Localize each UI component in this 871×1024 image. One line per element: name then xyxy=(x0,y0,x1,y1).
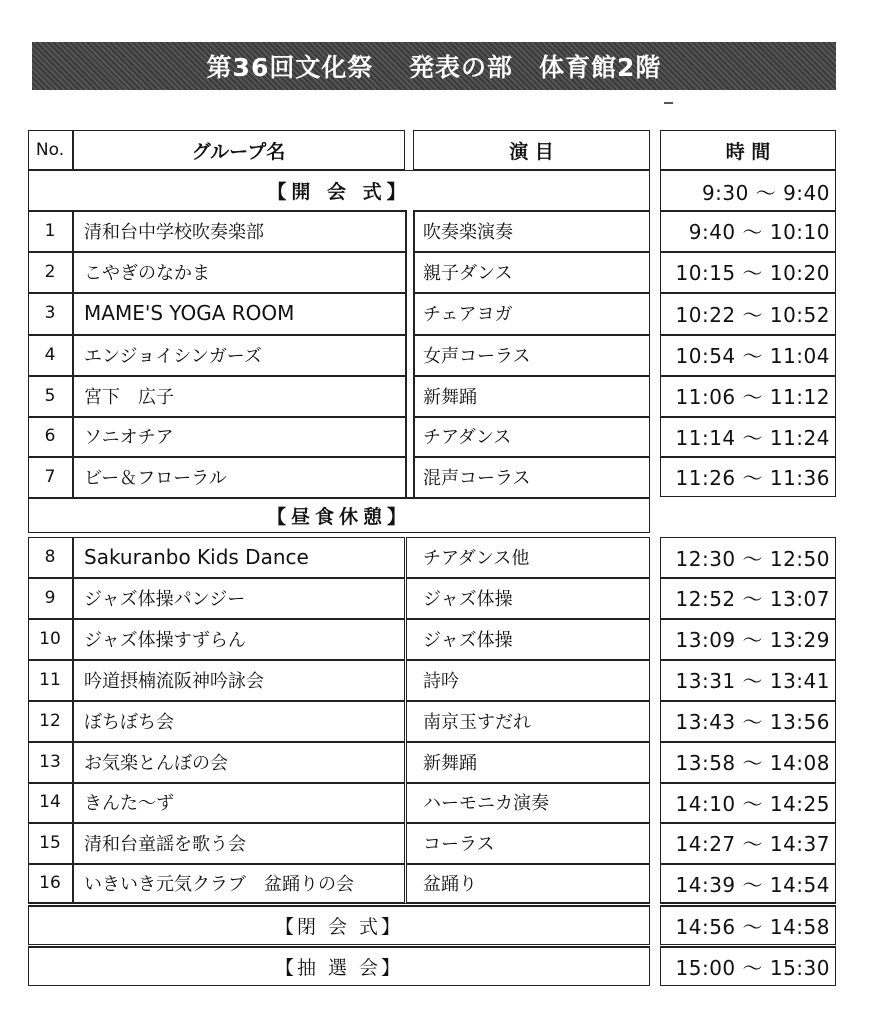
col-divider-group xyxy=(405,210,407,497)
row-program: チェアヨガ xyxy=(423,304,513,325)
row-program: チアダンス xyxy=(423,427,512,448)
row-program: ハーモニカ演奏 xyxy=(423,793,549,814)
section-lottery-time: 15:00 ～ 15:30 xyxy=(675,955,830,980)
page-title: 第36回文化祭 発表の部 体育館2階 xyxy=(206,53,662,82)
section-lunch-label: 【昼食休憩】 xyxy=(266,505,411,528)
row-number: 16 xyxy=(39,873,61,893)
row-time: 13:31 ～ 13:41 xyxy=(675,669,830,693)
row-group-name: ソニオチア xyxy=(84,427,174,448)
row-time: 11:14 ～ 11:24 xyxy=(675,425,830,450)
row-number: 7 xyxy=(44,466,56,487)
header-group: グループ名 xyxy=(191,140,286,163)
row-number: 5 xyxy=(44,385,56,406)
col-divider-no xyxy=(72,537,74,903)
row-group-name: Sakuranbo Kids Dance xyxy=(84,545,309,569)
row-program: ジャズ体操 xyxy=(423,588,513,610)
row-time: 11:26 ～ 11:36 xyxy=(675,466,830,490)
row-time: 14:27 ～ 14:37 xyxy=(675,832,830,856)
section-opening-label: 【開 会 式】 xyxy=(267,180,411,203)
row-number: 1 xyxy=(44,220,56,241)
row-time: 14:10 ～ 14:25 xyxy=(675,791,830,816)
row-group-name: こやぎのなかま xyxy=(84,262,210,284)
row-time: 13:58 ～ 14:08 xyxy=(675,751,830,775)
section-lottery-label: 【抽 選 会】 xyxy=(274,956,404,979)
row-group-name: ビー＆フローラル xyxy=(84,467,227,489)
col-divider-no xyxy=(72,210,74,497)
row-group-name: 清和台童謡を歌う会 xyxy=(84,833,246,855)
row-time: 13:09 ～ 13:29 xyxy=(675,628,830,652)
row-number: 8 xyxy=(44,547,56,567)
row-group-name: 吟道摂楠流阪神吟詠会 xyxy=(84,670,264,692)
row-program: 盆踊り xyxy=(423,874,477,895)
col-divider-program xyxy=(413,210,415,497)
row-time: 10:15 ～ 10:20 xyxy=(675,261,830,285)
row-program: コーラス xyxy=(423,833,495,855)
row-time: 13:43 ～ 13:56 xyxy=(675,710,830,734)
row-program: 新舞踊 xyxy=(423,752,477,774)
row-time: 12:52 ～ 13:07 xyxy=(675,587,830,611)
row-program: チアダンス他 xyxy=(423,548,530,569)
row-number: 2 xyxy=(44,261,56,282)
row-program: 南京玉すだれ xyxy=(423,711,531,733)
speck-mark xyxy=(664,102,673,104)
row-number: 15 xyxy=(39,832,61,853)
header-time: 時 間 xyxy=(725,140,771,163)
row-time: 14:39 ～ 14:54 xyxy=(675,872,830,897)
row-time: 11:06 ～ 11:12 xyxy=(675,385,830,409)
section-opening-time: 9:30 ～ 9:40 xyxy=(701,180,830,205)
row-group-name: ジャズ体操パンジー xyxy=(84,588,246,610)
row-time: 9:40 ～ 10:10 xyxy=(688,220,830,244)
row-group-name: 宮下 広子 xyxy=(84,386,174,408)
row-number: 11 xyxy=(39,669,61,690)
row-group-name: エンジョイシンガーズ xyxy=(84,345,262,367)
row-number: 4 xyxy=(44,344,56,365)
section-closing-time: 14:56 ～ 14:58 xyxy=(675,914,830,939)
section-closing-label: 【閉 会 式】 xyxy=(274,915,404,938)
row-number: 14 xyxy=(39,792,61,812)
row-time: 10:54 ～ 11:04 xyxy=(675,344,830,368)
row-program: 新舞踊 xyxy=(423,386,477,408)
header-no: No. xyxy=(35,140,65,160)
title-banner xyxy=(32,42,836,90)
header-program: 演 目 xyxy=(509,140,554,163)
row-group-name: いきいき元気クラブ 盆踊りの会 xyxy=(84,874,354,895)
row-number: 12 xyxy=(39,710,61,731)
row-group-name: ぼちぼち会 xyxy=(84,711,174,733)
row-number: 10 xyxy=(39,628,61,649)
row-number: 9 xyxy=(44,587,56,608)
row-number: 13 xyxy=(39,751,61,772)
row-program: ジャズ体操 xyxy=(423,629,513,651)
row-time: 10:22 ～ 10:52 xyxy=(675,302,830,327)
row-number: 6 xyxy=(44,426,56,446)
row-program: 女声コーラス xyxy=(423,345,531,367)
row-group-name: お気楽とんぼの会 xyxy=(84,752,228,774)
row-program: 混声コーラス xyxy=(423,467,531,489)
row-time: 12:30 ～ 12:50 xyxy=(675,546,830,571)
row-group-name: MAME'S YOGA ROOM xyxy=(84,301,295,325)
row-group-name: ジャズ体操すずらん xyxy=(84,629,246,651)
row-program: 詩吟 xyxy=(423,670,459,692)
row-program: 親子ダンス xyxy=(423,262,513,284)
row-number: 3 xyxy=(44,303,56,323)
row-group-name: きんた～ず xyxy=(84,793,174,814)
row-group-name: 清和台中学校吹奏楽部 xyxy=(84,221,264,243)
row-program: 吹奏楽演奏 xyxy=(423,221,513,243)
